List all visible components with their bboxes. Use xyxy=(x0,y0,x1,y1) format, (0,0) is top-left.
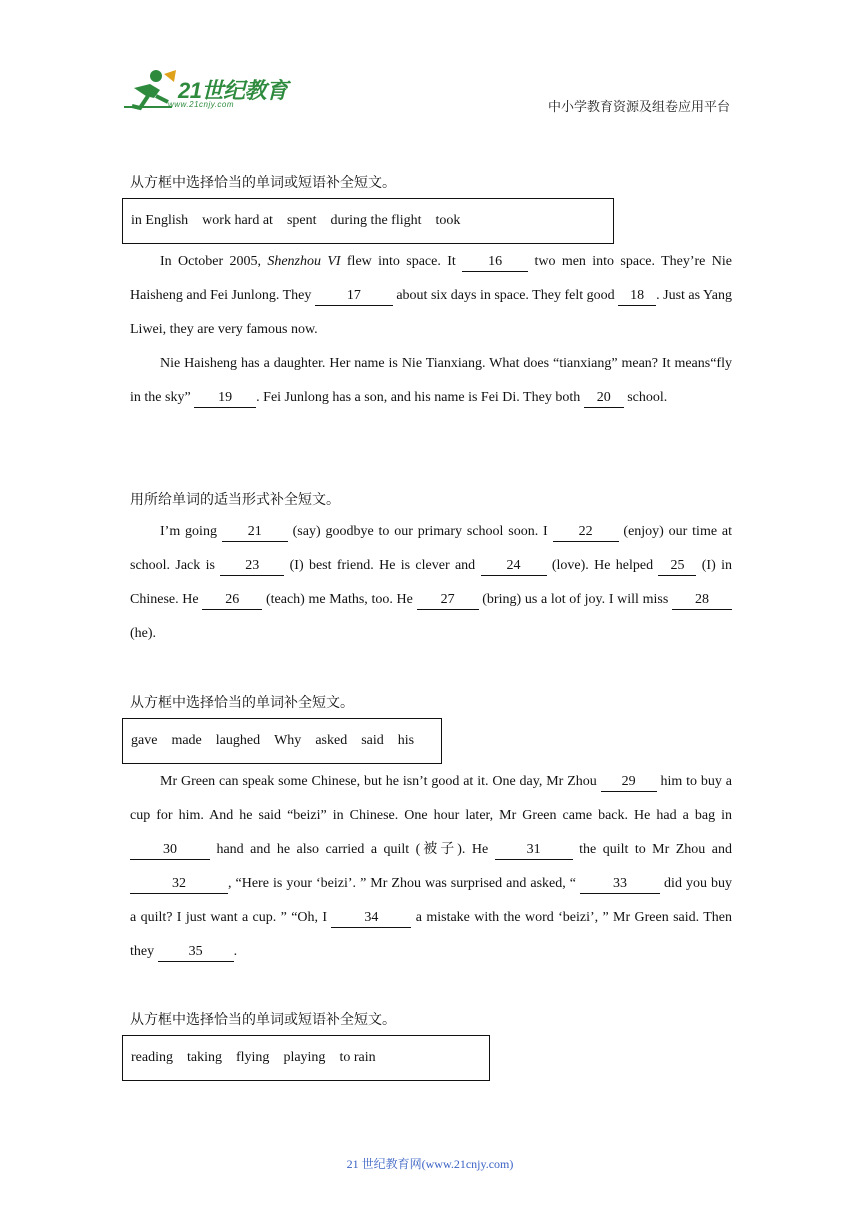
section1-paragraph2: Nie Haisheng has a daughter. Her name is Nie Tianxiang. What does “tianxiang” mean? It means“fly in the sky” 19 . Fei Junlong has a son, and his name is Fei Di. They both 20 school. xyxy=(130,347,732,415)
blank-26: 26 xyxy=(202,591,262,610)
blank-32: 32 xyxy=(130,875,228,894)
logo-url: www.21cnjy.com xyxy=(168,100,234,109)
section2-paragraph: I’m going 21 (say) goodbye to our primary school soon. I 22 (enjoy) our time at school. Jack is 23 (I) best friend. He is clever and 24 (love). He helped 25 (I) in Chinese. He 26 (teach) me Maths, too. He 27 (bring) us a lot of joy. I will miss 28 (he). xyxy=(130,524,732,641)
blank-16: 16 xyxy=(462,253,528,272)
section3-paragraph: Mr Green can speak some Chinese, but he isn’t good at it. One day, Mr Zhou 29 him to buy a cup for him. And he said “beizi” in Chinese. One hour later, Mr Green came back. He had a bag in 30 hand and he also carried a quilt (被子). He 31 the quilt to Mr Zhou and 32 , “Here is your ‘beizi’. ” Mr Zhou was surprised and asked, “ 33 did you buy a quilt? I just want a cup. ” “Oh, I 34 a mistake with the word ‘beizi’, ” Mr Green said. Then they 35 . xyxy=(130,765,732,969)
blank-30: 30 xyxy=(130,841,210,860)
word-option: laughed xyxy=(215,733,261,748)
section1-paragraph1: In October 2005, Shenzhou VI flew into space. It 16 two men into space. They’re Nie Haisheng and Fei Junlong. They 17 about six days in space. They felt good 18 . Just as Yang Liwei, they are very famous now. xyxy=(130,254,732,337)
blank-19: 19 xyxy=(194,389,256,408)
section1-word-box xyxy=(122,198,614,244)
section3-title: 从方框中选择恰当的单词补全短文。 xyxy=(130,696,354,711)
word-option: gave xyxy=(131,733,158,748)
logo-underline xyxy=(124,106,172,108)
word-option: Why xyxy=(274,733,302,748)
blank-20: 20 xyxy=(584,389,624,408)
blank-25: 25 xyxy=(658,557,696,576)
word-option: in English xyxy=(131,213,189,228)
site-logo xyxy=(120,68,290,114)
word-option: took xyxy=(435,213,461,228)
blank-28: 28 xyxy=(672,591,732,610)
section4-word-box xyxy=(122,1035,490,1081)
blank-34: 34 xyxy=(331,909,411,928)
blank-23: 23 xyxy=(220,557,284,576)
word-option: made xyxy=(171,733,202,748)
word-option: during the flight xyxy=(330,213,422,228)
blank-21: 21 xyxy=(222,523,288,542)
blank-24: 24 xyxy=(481,557,547,576)
footer-link[interactable]: 21 世纪教育网(www.21cnjy.com) xyxy=(346,1157,514,1171)
word-option: taking xyxy=(186,1050,222,1065)
word-option: reading xyxy=(131,1050,173,1065)
section1-title: 从方框中选择恰当的单词或短语补全短文。 xyxy=(130,176,396,191)
blank-33: 33 xyxy=(580,875,660,894)
blank-17: 17 xyxy=(315,287,393,306)
word-option: playing xyxy=(283,1050,326,1065)
word-option: to rain xyxy=(339,1050,376,1065)
italic-name: Shenzhou VI xyxy=(267,254,341,269)
blank-27: 27 xyxy=(417,591,479,610)
blank-35: 35 xyxy=(158,943,234,962)
blank-18: 18 xyxy=(618,287,656,306)
word-option: spent xyxy=(286,213,317,228)
word-option: said xyxy=(361,733,384,748)
platform-name: 中小学教育资源及组卷应用平台 xyxy=(547,99,730,114)
word-option: his xyxy=(397,733,415,748)
section4-title: 从方框中选择恰当的单词或短语补全短文。 xyxy=(130,1013,396,1028)
blank-29: 29 xyxy=(601,773,657,792)
blank-31: 31 xyxy=(495,841,573,860)
blank-22: 22 xyxy=(553,523,619,542)
word-option: work hard at xyxy=(202,213,273,228)
word-option: asked xyxy=(315,733,348,748)
section3-word-box xyxy=(122,718,442,764)
logo-text: 21世纪教育 xyxy=(178,78,288,103)
word-option: flying xyxy=(235,1050,270,1065)
section2-title: 用所给单词的适当形式补全短文。 xyxy=(130,493,340,508)
